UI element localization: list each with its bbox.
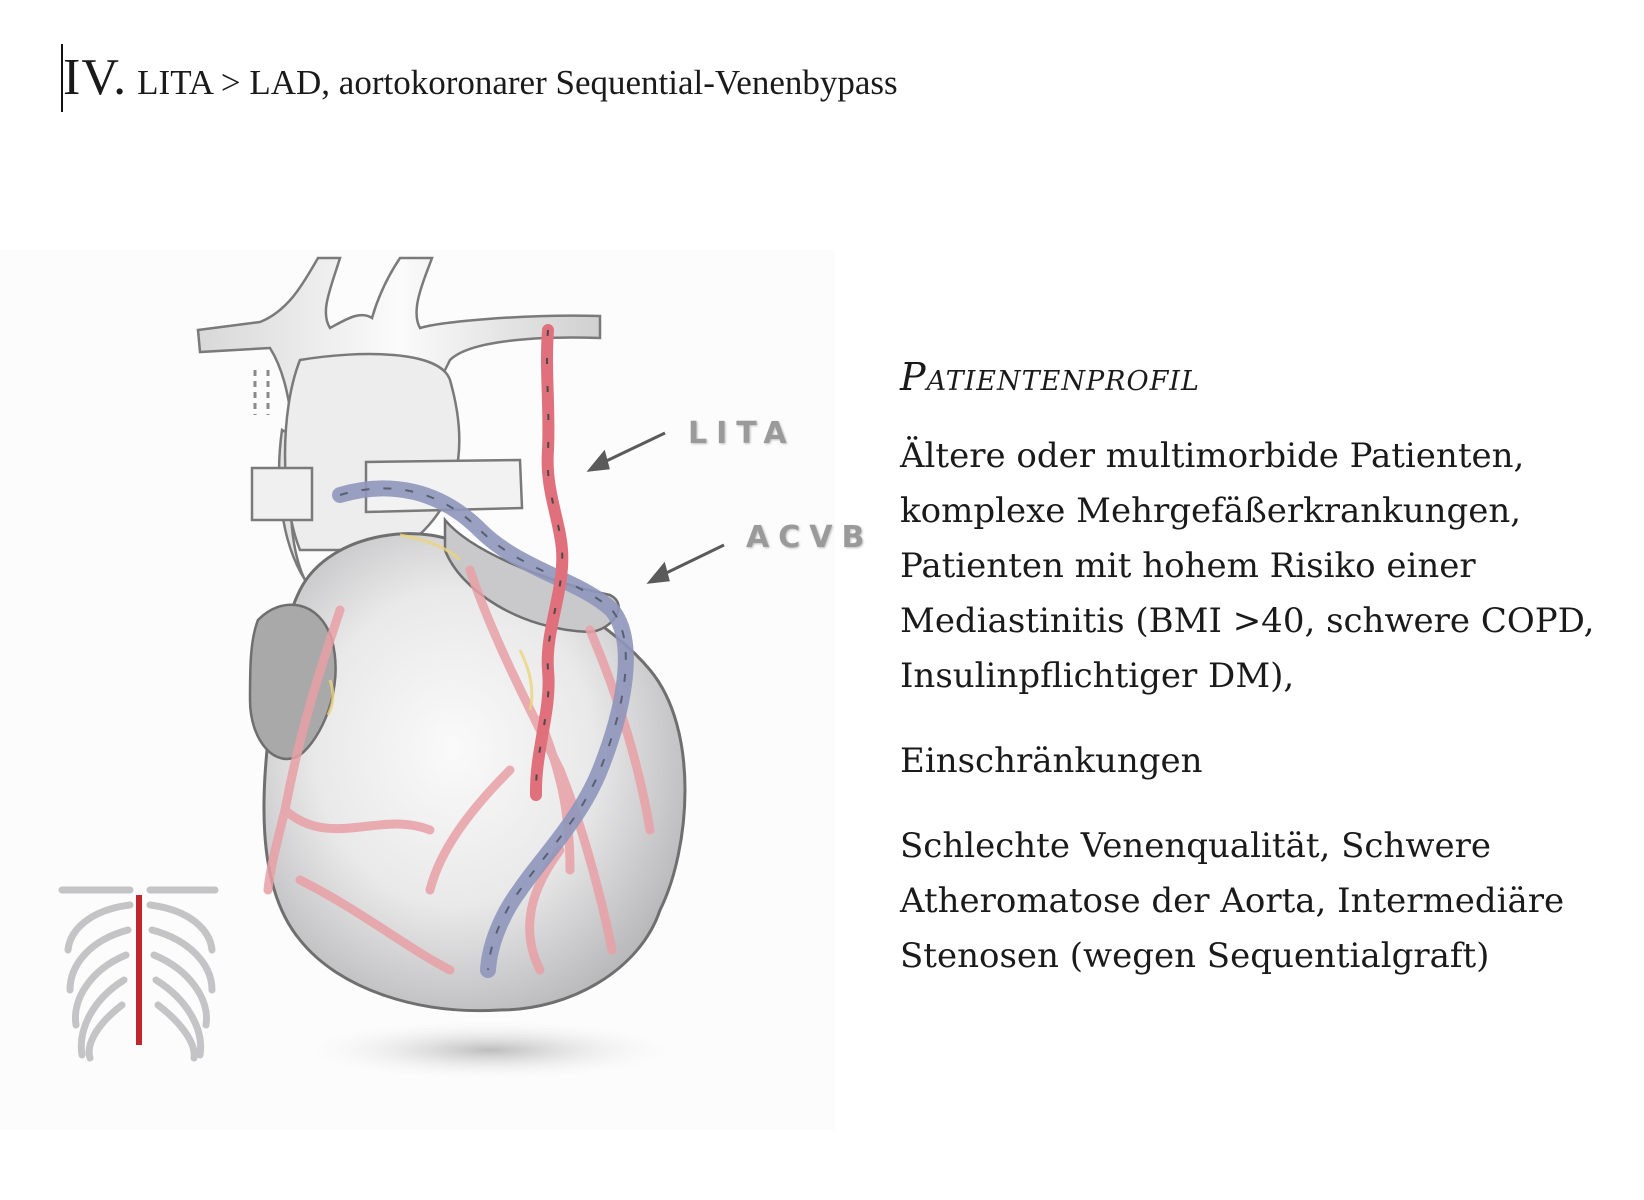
- section-number: IV.: [63, 49, 128, 106]
- label-arrows: [590, 433, 724, 582]
- patient-profile-panel: [900, 350, 1620, 1014]
- limitations-text: Schlechte Venenqualität, Schwere Atheromatose der Aorta, Intermediäre Stenosen (wegen Sequentialgraft): [900, 826, 1565, 976]
- acvb-label: ACVB: [746, 520, 874, 555]
- section-heading: [63, 48, 898, 107]
- profile-heading: Patientenprofil: [900, 355, 1200, 399]
- indication-text: Ältere oder multimorbide Patienten, komplexe Mehrgefäßerkrankungen, Patienten mit hohem Risiko einer Mediastinitis (BMI >40, schwere COPD, Insulinpflichtiger DM),: [900, 436, 1595, 696]
- heart-body: [264, 534, 685, 1011]
- lita-label: LITA: [688, 416, 796, 451]
- heart-shadow: [290, 1018, 690, 1082]
- heart-bypass-illustration: [0, 250, 874, 1130]
- heart-diagram: [0, 250, 874, 1130]
- dashed-branch: [255, 370, 268, 415]
- sternum-line: [136, 895, 142, 1045]
- section-title: LITA > LAD, aortokoronarer Sequential-Venenbypass: [137, 63, 898, 102]
- vessel-stub-left: [252, 468, 312, 520]
- limitations-heading: Einschränkungen: [900, 741, 1203, 781]
